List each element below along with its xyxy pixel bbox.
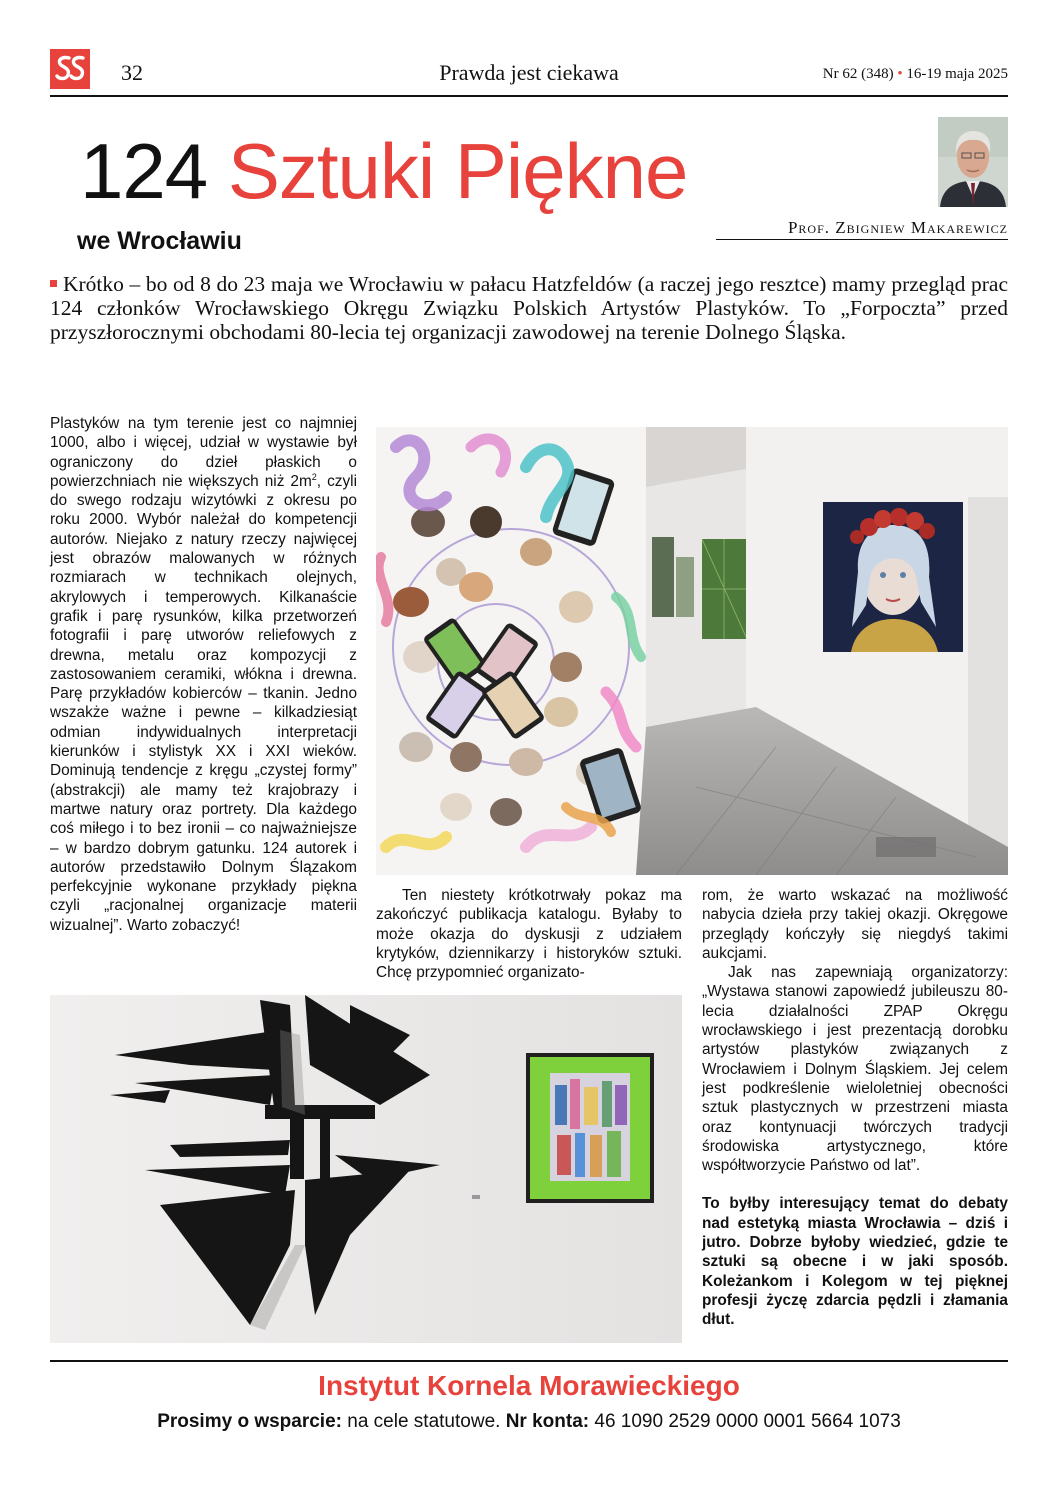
- title-number: 124: [80, 127, 208, 215]
- col2-paragraph: Ten niestety krótkotrwały pokaz ma zakończyć publikacja katalogu. Byłaby to może okazja do dyskusji z udziałem krytyków, dziennikarzy i historyków sztuki. Chcę przypomnieć organizato-: [376, 887, 682, 982]
- col3-paragraph-a: rom, że warto wskazać na możliwość nabycia dzieła przy takiej okazji. Okręgowe przeglądy kończyły się niegdyś takimi aukcjami.: [702, 887, 1008, 962]
- article-column-3: [702, 886, 1008, 1330]
- account-number: 46 1090 2529 0000 0001 5664 1073: [594, 1411, 901, 1432]
- support-label: Prosimy o wsparcie:: [157, 1411, 342, 1432]
- col1-text-a: Plastyków na tym terenie jest co najmniej 1000, albo i więcej, udział w wystawie był ograniczony do dzieł płaskich o powierzchniach nie większych niż 2m: [50, 415, 357, 490]
- author-divider: [716, 239, 1008, 240]
- bullet-icon: •: [897, 66, 903, 82]
- exhibition-photo-gallery-room: [376, 427, 1008, 875]
- page-number: 32: [121, 60, 143, 85]
- article-lead: [50, 272, 1008, 344]
- article-column-1: [50, 414, 357, 935]
- support-info: [0, 1411, 1058, 1433]
- newspaper-motto: Prawda jest ciekawa: [439, 60, 619, 85]
- header-divider: [50, 95, 1008, 97]
- issue-info: [823, 66, 1008, 83]
- lead-text: Krótko – bo od 8 do 23 maja we Wrocławiu w pałacu Hatzfeldów (a raczej jego resztce) mamy przegląd prac 124 członków Wrocławskiego Okręgu Związku Polskich Artystów Plastyków. To „Forpoczta” przed przyszłorocznymi obchodami 80-lecia tej organizacji zawodowej na terenie Dolnego Śląska.: [50, 272, 1008, 344]
- red-square-icon: [50, 280, 57, 287]
- support-text: na cele statutowe.: [347, 1411, 501, 1432]
- col1-text-b: , czyli do swego rodzaju wizytówki z okresu po roku 2000. Wybór należał do kompetencji autorów. Niejako z natury rzeczy najwięcej jest obrazów malowanych w różnych rozmiarach w technikach olejnych, akrylowych i temperowych. Kilkanaście grafik i parę rysunków, kilka przetworzeń fotografii i parę utworów reliefowych z drewna, metalu oraz kompozycji z zastosowaniem ceramiki, włókna i drewna. Parę przykładów kobierców – tkanin. Jedno wszakże ważne i pewne – kilkadziesiąt odmian indywidualnych interpretacji kierunków i stylistyk XX i XXI wieków. Dominują tendencje z kręgu „czystej formy” (abstrakcji) ale mamy też krajobrazy i martwe natury oraz portrety. Dla każdego coś miłego i to bez ironii – co najważniejsze – w bardzo dobrym gatunku. 124 autorek i autorów przedstawiło Dolnym Ślązakom perfekcyjnie wykonane przykłady piękna czyli „racjonalnej organizacje materii wizualnej”. Warto zobaczyć!: [50, 472, 357, 934]
- col3-closing-paragraph: To byłby interesujący temat do debaty nad estetyką miasta Wrocławia – dziś i jutro. Dobrze byłoby wiedzieć, gdzie te sztuki są obecne i w jaki sposób. Koleżankom i Kolegom w tej pięknej profesji życzę zdarcia pędzli i złamania dłut.: [702, 1195, 1008, 1329]
- col3-paragraph-b: Jak nas zapewniają organizatorzy: „Wystawa stanowi zapowiedź jubileuszu 80-lecia działalności ZPAP Okręgu wrocławskiego i jest prezentacją dorobku artystów plastyków związanych z Wrocławiem i Dolnym Śląskiem. Jej celem jest podkreślenie wieloletniej obecności sztuk plastycznych w przestrzeni miasta oraz kontynuacji twórczych tradycji środowiska artystycznego, które współtworzycie Państwo od lat”.: [702, 964, 1008, 1175]
- superscript: 2: [311, 471, 317, 482]
- title-main: Sztuki Piękne: [227, 127, 688, 215]
- issue-number: Nr 62 (348): [822, 66, 894, 82]
- article-title: [80, 126, 687, 216]
- author-name: Prof. Zbigniew Makarewicz: [787, 218, 1008, 237]
- author-photo: [938, 117, 1008, 207]
- issue-date: 16-19 maja 2025: [906, 66, 1008, 82]
- exhibition-photo-metal-relief: [50, 995, 682, 1343]
- institute-name: Instytut Kornela Morawieckiego: [318, 1370, 740, 1401]
- account-label: Nr konta:: [505, 1411, 590, 1432]
- footer-divider: [50, 1360, 1008, 1362]
- paragraph-gap: [702, 1175, 1008, 1194]
- article-column-2: [376, 886, 682, 982]
- article-subtitle: we Wrocławiu: [77, 227, 242, 255]
